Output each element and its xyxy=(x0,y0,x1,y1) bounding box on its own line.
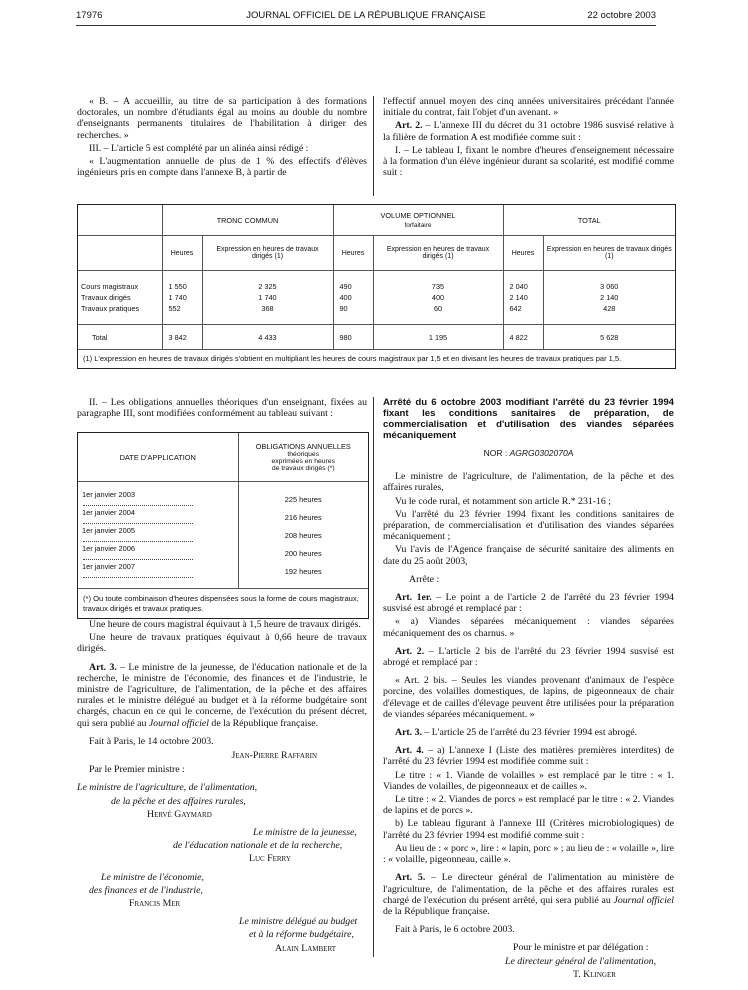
paragraph: Le titre : « 2. Viandes de porcs » est remplacé par le titre : « 2. Viandes de lapins et de porcs ». xyxy=(383,794,674,817)
paragraph: « Art. 2 bis. – Seules les viandes provenant d'animaux de l'espèce porcine, des volailles domestiques, de lapins, de pigeonneaux de chair d'élevage et de cailles d'élevage peuvent être utilisées pour la préparation de viandes séparées mécaniquement. » xyxy=(383,675,674,720)
journal-title: JOURNAL OFFICIEL DE LA RÉPUBLIQUE FRANÇAISE xyxy=(246,10,486,21)
signature-caption: Par le Premier ministre : xyxy=(89,764,185,776)
paragraph: b) Le tableau figurant à l'annexe III (Critères microbiologiques) de l'arrêté du 23 février 1994 est modifié comme suit : xyxy=(383,818,674,841)
table-row: 1er janvier 2003 225 heures xyxy=(78,490,368,508)
paragraph: Le ministre de l'agriculture, de l'alimentation, de la pêche et des affaires rurales, xyxy=(383,471,674,494)
group-header: VOLUME OPTIONNEL forfaitaire xyxy=(333,205,503,236)
column-header: Heures xyxy=(333,236,373,271)
signature-name: Luc Ferry xyxy=(249,853,291,865)
hours-table xyxy=(77,204,676,369)
paragraph: Vu l'avis de l'Agence française de sécurité sanitaire des aliments en date du 25 août 2003, xyxy=(383,544,674,567)
signature-place-date: Fait à Paris, le 6 octobre 2003. xyxy=(395,924,515,936)
paragraph: « B. – A accueillir, au titre de sa participation à des formations doctorales, un nombre d'étudiants égal au moins au double du nombre d'enseignants permanents titulaires de l'habilitation à diriger des recherches. » xyxy=(77,96,367,141)
table-row: 1er janvier 2007 192 heures xyxy=(78,562,368,580)
column-header: Expression en heures de travaux dirigés (1) xyxy=(543,236,675,271)
paragraph: Le titre : « 1. Viande de volailles » est remplacé par le titre : « 1. Viandes de volailles, de pigeonneaux et de cailles ». xyxy=(383,769,674,792)
group-header: TOTAL xyxy=(503,205,675,236)
row-label: Cours magistraux xyxy=(81,282,139,291)
column-header: Expression en heures de travaux dirigés (1) xyxy=(202,236,333,271)
signature-name: Alain Lambert xyxy=(275,942,336,954)
page-header xyxy=(76,10,656,24)
table-row: Travaux pratiques 552 368 90 60 642 428 xyxy=(78,303,675,314)
paragraph: III. – L'article 5 est complété par un alinéa ainsi rédigé : xyxy=(89,142,309,154)
paragraph: Au lieu de : « porc », lire : « lapin, porc » ; au lieu de : « volaille », lire : « volaille, pigeonneau, caille ». xyxy=(383,842,674,866)
paragraph: « L'augmentation annuelle de plus de 1 % des effectifs d'élèves ingénieurs pris en compte dans l'annexe B, à partir de xyxy=(77,156,367,179)
article-1-paragraph: Art. 1er. – Le point a de l'article 2 de l'arrêté du 23 février 1994 susvisé est abrogé et remplacé par : xyxy=(383,592,674,615)
header-rule xyxy=(76,25,656,26)
article-label: Art. 3. xyxy=(89,661,117,673)
article-2-paragraph: Art. 2. – L'article 2 bis de l'arrêté du 23 février 1994 susvisé est abrogé et remplacé par : xyxy=(383,645,674,669)
article-2-paragraph: Art. 2. – L'annexe III du décret du 31 octobre 1986 susvisé relative à la filière de formation A est modifiée comme suit : xyxy=(383,120,674,143)
left-column-text: Une heure de cours magistral équivaut à 1,5 heure de travaux dirigés. Une heure de travaux pratiques équivaut à 0,66 heure de travaux dirigés. Art. 3. – Le ministre de la jeunesse, de l'éducation nationale et de la recherche, le ministre de l'économie, des finances et de l'industrie, le ministre de l'agriculture, de l'alimentation, de la pêche et des affaires rurales et le ministre délégué au budget et à la réforme budgétaire sont chargés, chacun en ce qui le concerne, de l'exécution du présent décret, qui sera publié au Journal officiel de la République française. Fait à Paris, le 14 octobre 2003. Jean-Pierre Raffarin Par le Premier ministre : Le ministre de l'agriculture, de l'alimentation, de la pêche et des affaires rurales, Hervé Gaymard Le ministre de la jeunesse, de l'éducation nationale et de la recherche, Luc Ferry Le ministre de l'économie, des finances et de l'industrie, Francis Mer Le ministre délégué au budget et à la réforme budgétaire, Alain Lambert xyxy=(77,619,368,954)
signature-name: T. Klinger xyxy=(573,968,616,980)
nor-reference: NOR : AGRG0302070A xyxy=(483,448,574,458)
top-right-column xyxy=(383,96,674,180)
column-header: OBLIGATIONS ANNUELLES théoriques exprimées en heures de travaux dirigés (*) xyxy=(238,433,368,482)
issue-date: 22 octobre 2003 xyxy=(587,10,656,21)
signature-name: Jean-Pierre Raffarin xyxy=(231,750,317,762)
group-header: TRONC COMMUN xyxy=(162,205,333,236)
obligations-table xyxy=(77,432,369,619)
table-row: 1er janvier 2004 216 heures xyxy=(78,508,368,526)
arrete-label: Arrête : xyxy=(409,573,440,585)
table-row: Travaux dirigés 1 740 1 740 400 400 2 140 2 140 xyxy=(78,292,675,303)
column-header: Heures xyxy=(162,236,202,271)
table-footnote: (1) L'expression en heures de travaux dirigés s'obtient en multipliant les heures de cours magistraux par 1,5 et en divisant les heures de travaux pratiques par 1,5. xyxy=(78,349,675,368)
table-row: 1er janvier 2006 200 heures xyxy=(78,544,368,562)
decree-title: Arrêté du 6 octobre 2003 modifiant l'arrêté du 23 février 1994 fixant les conditions sanitaires de préparation, de commercialisation et d'utilisation des viandes séparées mécaniquement xyxy=(383,397,674,441)
row-label: Travaux pratiques xyxy=(81,304,140,313)
paragraph: Une heure de cours magistral équivaut à 1,5 heure de travaux dirigés. xyxy=(89,619,361,630)
column-divider xyxy=(373,397,374,957)
paragraph: l'effectif annuel moyen des cinq années universitaires précédant l'année initiale du contrat, fait l'objet d'un avenant. » xyxy=(383,96,674,119)
table-row: Cours magistraux 1 550 2 325 490 735 2 040 3 060 xyxy=(78,281,675,292)
article-4-paragraph: Art. 4. – a) L'annexe I (Liste des matières premières interdites) de l'arrêté du 23 février 1994 est modifiée comme suit : xyxy=(383,745,674,768)
article-5-paragraph: Art. 5. – Le directeur général de l'alimentation au ministère de l'agriculture, de l'alimentation, de la pêche et des affaires rurales est chargé de l'exécution du présent arrêté, qui sera publié au Journal officiel de la République française. xyxy=(383,872,674,917)
column-divider xyxy=(373,96,374,196)
paragraph: Une heure de travaux pratiques équivaut à 0,66 heure de travaux dirigés. xyxy=(77,632,367,655)
signature-caption: Pour le ministre et par délégation : xyxy=(513,942,649,954)
article-label: Art. 2. xyxy=(395,120,423,132)
paragraph: « a) Viandes séparées mécaniquement : viandes séparées mécaniquement des os charnus. » xyxy=(383,616,674,639)
column-header: Expression en heures de travaux dirigés (1) xyxy=(373,236,503,271)
paragraph: Vu l'arrêté du 23 février 1994 fixant les conditions sanitaires de préparation, de commercialisation et d'utilisation des viandes séparées mécaniquement ; xyxy=(383,508,674,543)
column-header: DATE D'APPLICATION xyxy=(78,433,238,482)
right-column: Arrêté du 6 octobre 2003 modifiant l'arrêté du 23 février 1994 fixant les conditions sanitaires de préparation, de commercialisation et d'utilisation des viandes séparées mécaniquement NOR : AGRG0302070A Le ministre de l'agriculture, de l'alimentation, de la pêche et des affaires rurales, Vu le code rural, et notamment son article R.* 231-16 ; Vu l'arrêté du 23 février 1994 fixant les conditions sanitaires de préparation, de commercialisation et d'utilisation des viandes séparées mécaniquement ; Vu l'avis de l'Agence française de sécurité sanitaire des aliments en date du 25 août 2003, Arrête : Art. 1er. – Le point a de l'article 2 de l'arrêté du 23 février 1994 susvisé est abrogé et remplacé par : « a) Viandes séparées mécaniquement : viandes séparées mécaniquement des os charnus. » Art. 2. – L'article 2 bis de l'arrêté du 23 février 1994 susvisé est abrogé et remplacé par : « Art. 2 bis. – Seules les viandes provenant d'animaux de l'espèce porcine, des volailles domestiques, de lapins, de pigeonneaux de chair d'élevage et de cailles d'élevage peuvent être utilisées pour la préparation de viandes séparées mécaniquement. » Art. 3. – L'article 25 de l'arrêté du 23 février 1994 est abrogé. Art. 4. – a) L'annexe I (Liste des matières premières interdites) de l'arrêté du 23 février 1994 est modifiée comme suit : Le titre : « 1. Viande de volailles » est remplacé par le titre : « 1. Viandes de volailles, de pigeonneaux et de cailles ». Le titre : « 2. Viandes de porcs » est remplacé par le titre : « 2. Viandes de lapins et de porcs ». b) Le tableau figurant à l'annexe III (Critères microbiologiques) de l'arrêté du 23 février 1994 est modifié comme suit : Au lieu de : « porc », lire : « lapin, porc » ; au lieu de : « volaille », lire : « volaille, pigeonneau, caille ». Art. 5. – Le directeur général de l'alimentation au ministère de l'agriculture, de l'alimentation, de la pêche et des affaires rurales est chargé de l'exécution du présent arrêté, qui sera publié au Journal officiel de la République française. Fait à Paris, le 6 octobre 2003. Pour le ministre et par délégation : Le directeur général de l'alimentation, T. Klinger xyxy=(383,397,674,980)
total-row: Total 3 842 4 433 980 1 195 4 822 5 628 xyxy=(78,325,675,350)
paragraph: II. – Les obligations annuelles théoriques d'un enseignant, fixées au paragraphe III, sont modifiées conformément au tableau suivant : xyxy=(77,397,367,420)
table-footnote: (*) Ou toute combinaison d'heures dispensées sous la forme de cours magistraux, travaux dirigés et travaux pratiques. xyxy=(78,588,368,618)
signature-place-date: Fait à Paris, le 14 octobre 2003. xyxy=(89,735,214,747)
signature-name: Francis Mer xyxy=(129,898,181,910)
row-label: Total xyxy=(78,325,162,350)
signature-name: Hervé Gaymard xyxy=(147,808,212,820)
paragraph: I. – Le tableau I, fixant le nombre d'heures d'enseignement nécessaire à la formation d'un élève ingénieur durant sa scolarité, est modifié comme suit : xyxy=(383,144,674,179)
article-3-paragraph: Art. 3. – L'article 25 de l'arrêté du 23 février 1994 est abrogé. xyxy=(395,727,638,739)
row-label: Travaux dirigés xyxy=(81,293,131,302)
left-column xyxy=(77,397,367,421)
top-left-column xyxy=(77,96,367,180)
page-number: 17976 xyxy=(76,10,103,21)
column-header: Heures xyxy=(503,236,543,271)
article-3-paragraph: Art. 3. – Le ministre de la jeunesse, de l'éducation nationale et de la recherche, le ministre de l'économie, des finances et de l'industrie, le ministre de l'agriculture, de l'alimentation, de la pêche et des affaires rurales et le ministre délégué au budget et à la réforme budgétaire sont chargés, chacun en ce qui le concerne, de l'exécution du présent décret, qui sera publié au Journal officiel de la République française. xyxy=(77,661,368,729)
paragraph: Vu le code rural, et notamment son article R.* 231-16 ; xyxy=(395,495,611,507)
table-row: 1er janvier 2005 208 heures xyxy=(78,526,368,544)
